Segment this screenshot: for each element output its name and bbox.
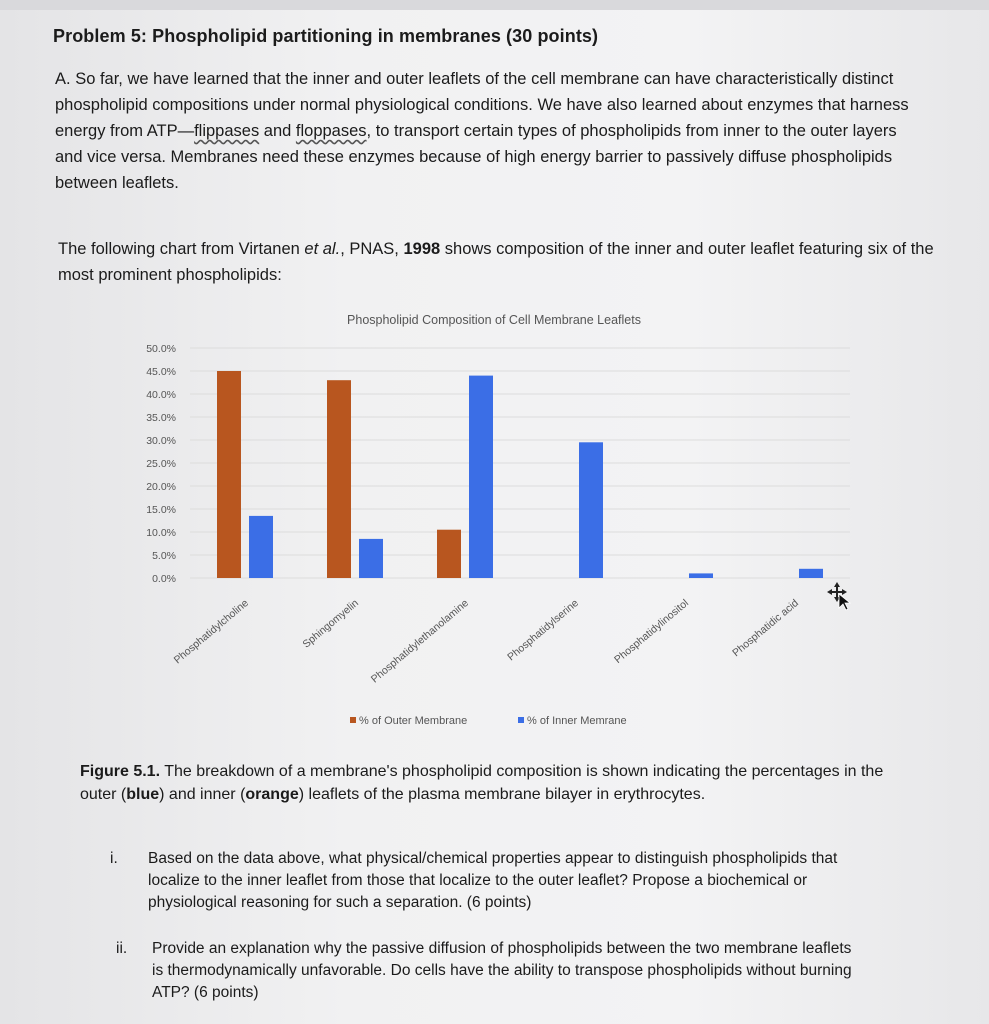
caption-text-1: The breakdown of a membrane's phospholipid composition is shown indicating the percentages in the outer ( [80,763,884,803]
move-cursor-icon [827,582,850,610]
y-tick-label: 20.0% [146,481,176,493]
caption-blue: blue [126,786,160,803]
y-tick-label: 35.0% [146,412,176,424]
y-tick-label: 10.0% [146,527,176,539]
bar-outer-0 [217,371,241,578]
x-tick-label: Sphingomyelin [300,597,361,651]
y-tick-label: 15.0% [146,504,176,516]
chart-bars [217,371,823,578]
question-1-number: i. [110,850,118,867]
bar-inner-4 [689,573,713,578]
intro-paragraph [55,66,925,196]
phospholipid-bar-chart [120,300,860,740]
flippases-term: flippases [194,122,260,140]
chart-intro-text-1: The following chart from Virtanen [58,240,305,258]
chart-x-ticks [172,597,801,685]
bar-outer-2 [437,530,461,578]
bar-inner-2 [469,376,493,578]
legend-label: % of Outer Membrane [359,715,468,727]
legend-swatch [350,717,356,723]
chart-intro-text-3: shows composition of the inner and outer leaflet featuring six of the most prominent phospholipids: [58,240,934,284]
legend-label: % of Inner Memrane [527,715,627,727]
chart-title: Phospholipid Composition of Cell Membrane Leaflets [347,313,641,327]
question-1-text: Based on the data above, what physical/chemical properties appear to distinguish phospholipids that localize to the inner leaflet from those that localize to the outer leaflet? Propose a biochemical or physiological reasoning for such a separation. (6 points) [148,850,838,911]
y-tick-label: 40.0% [146,389,176,401]
caption-text-3: ) leaflets of the plasma membrane bilayer in erythrocytes. [298,786,706,803]
floppases-term: floppases [295,122,367,140]
figure-caption [80,760,910,806]
question-2-number: ii. [116,940,128,957]
chart-legend [350,715,627,727]
bar-inner-5 [799,569,823,578]
chart-intro-paragraph [58,236,938,288]
chart-gridlines [190,348,850,578]
intro-label: A. [55,70,71,88]
y-tick-label: 25.0% [146,458,176,470]
x-tick-label: Phosphatidylinositol [612,597,691,666]
bar-inner-1 [359,539,383,578]
top-border [0,0,989,10]
citation-year: 1998 [403,240,441,258]
question-2-text: Provide an explanation why the passive diffusion of phospholipids between the two membrane leaflets is thermodynamically unfavorable. Do cells have the ability to transpose phospholipids without burning ATP? (6 points) [152,940,852,1001]
legend-swatch [518,717,524,723]
chart-y-ticks [146,343,176,585]
et-al: et al. [304,240,341,258]
chart-intro-text-2: , PNAS, [340,240,404,258]
intro-text-2: , to transport certain types of phospholipids from inner to the outer layers and vice versa. Membranes need these enzymes because of high energy barrier to passively diffuse phospholipids between leaflets. [55,122,897,192]
bar-outer-1 [327,380,351,578]
x-tick-label: Phosphatidylethanolamine [368,597,471,686]
x-tick-label: Phosphatidylcholine [171,597,251,667]
intro-text-1: So far, we have learned that the inner and outer leaflets of the cell membrane can have characteristically distinct phospholipid compositions under normal physiological conditions. We have also learned about enzymes that harness energy from ATP— [55,70,909,140]
y-tick-label: 0.0% [152,573,176,585]
x-tick-label: Phosphatidic acid [730,597,801,660]
bar-inner-3 [579,442,603,578]
x-tick-label: Phosphatidylserine [505,597,581,664]
caption-orange: orange [245,786,299,803]
figure-label: Figure 5.1. [80,763,161,780]
bar-inner-0 [249,516,273,578]
problem-title: Problem 5: Phospholipid partitioning in membranes (30 points) [53,26,599,46]
y-tick-label: 45.0% [146,366,176,378]
intro-and: and [259,122,296,140]
y-tick-label: 50.0% [146,343,176,355]
y-tick-label: 5.0% [152,550,176,562]
y-tick-label: 30.0% [146,435,176,447]
caption-text-2: ) and inner ( [159,786,246,803]
